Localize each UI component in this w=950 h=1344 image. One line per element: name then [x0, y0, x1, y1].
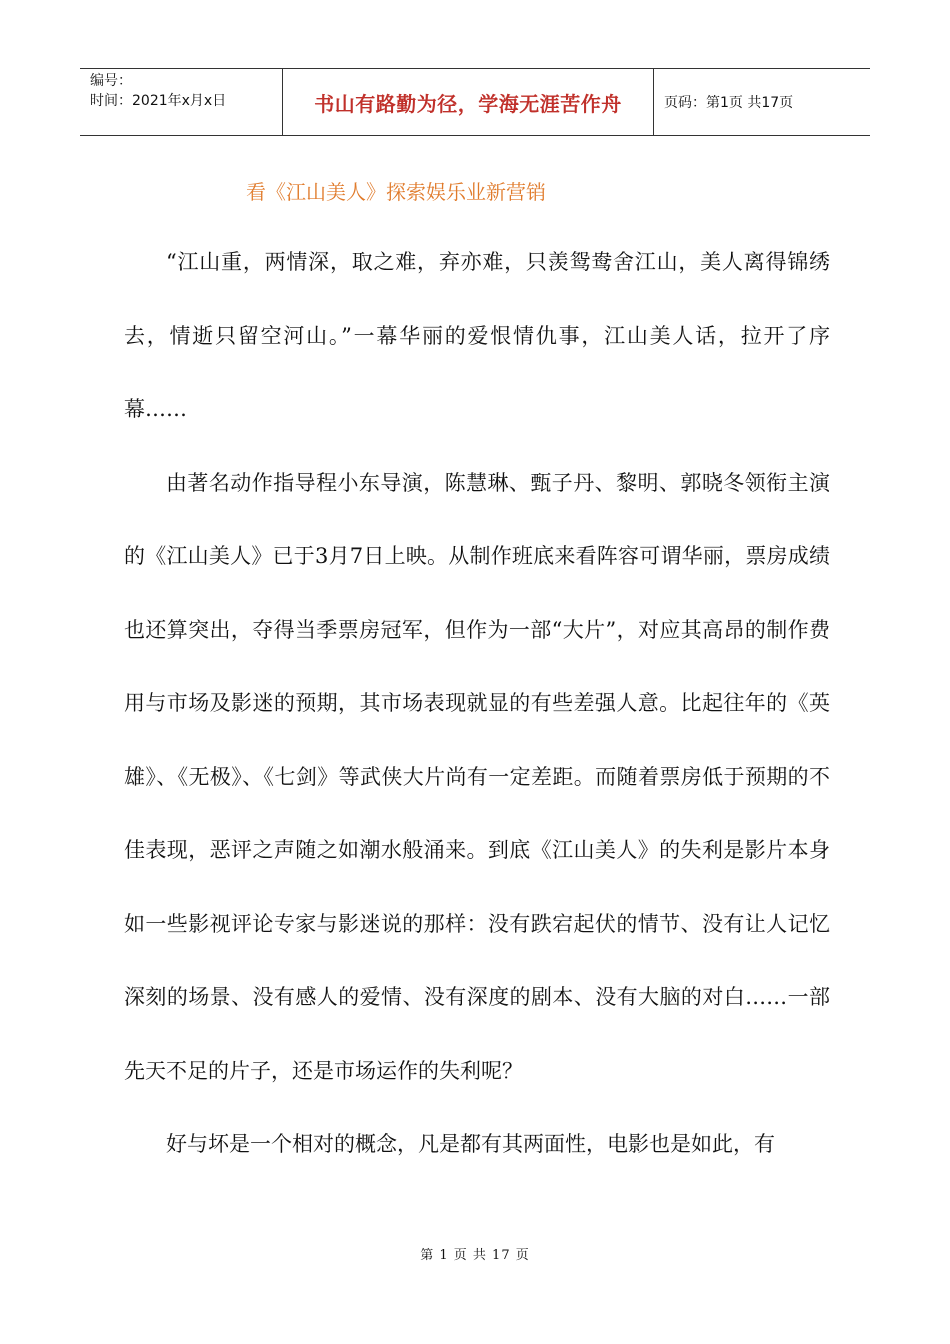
- paragraph-3: 好与坏是一个相对的概念，凡是都有其两面性，电影也是如此，有: [166, 1132, 775, 1156]
- header-left-cell: [80, 69, 282, 135]
- header-table: [80, 68, 870, 136]
- page-footer: 第 1 页 共 17 页: [420, 1248, 530, 1263]
- document-body: [124, 226, 830, 1182]
- number-label: 编号：: [90, 73, 132, 89]
- header-right-cell: [654, 69, 870, 135]
- document-title: 看《江山美人》探索娱乐业新营销: [246, 180, 546, 204]
- date-label: 时间：2021年x月x日: [90, 93, 227, 109]
- motto-text: 书山有路勤为径，学海无涯苦作舟: [314, 91, 622, 116]
- page-info: 页码：第1页 共17页: [664, 95, 794, 111]
- paragraph-1: “江山重，两情深，取之难，弃亦难，只羡鸳鸯舍江山，美人离得锦绣去，情逝只留空河山。”一幕华丽的爱恨情仇事，江山美人话，拉开了序幕……: [124, 250, 830, 421]
- header-middle-cell: [282, 69, 654, 135]
- paragraph-2: 由著名动作指导程小东导演，陈慧琳、甄子丹、黎明、郭晓冬领衔主演的《江山美人》已于3月7日上映。从制作班底来看阵容可谓华丽，票房成绩也还算突出，夺得当季票房冠军，但作为一部“大片”，对应其高昂的制作费用与市场及影迷的预期，其市场表现就显的有些差强人意。比起往年的《英雄》、《无极》、《七剑》等武侠大片尚有一定差距。而随着票房低于预期的不佳表现，恶评之声随之如潮水般涌来。到底《江山美人》的失利是影片本身如一些影视评论专家与影迷说的那样：没有跌宕起伏的情节、没有让人记忆深刻的场景、没有感人的爱情、没有深度的剧本、没有大脑的对白……一部先天不足的片子，还是市场运作的失利呢？: [124, 470, 830, 1083]
